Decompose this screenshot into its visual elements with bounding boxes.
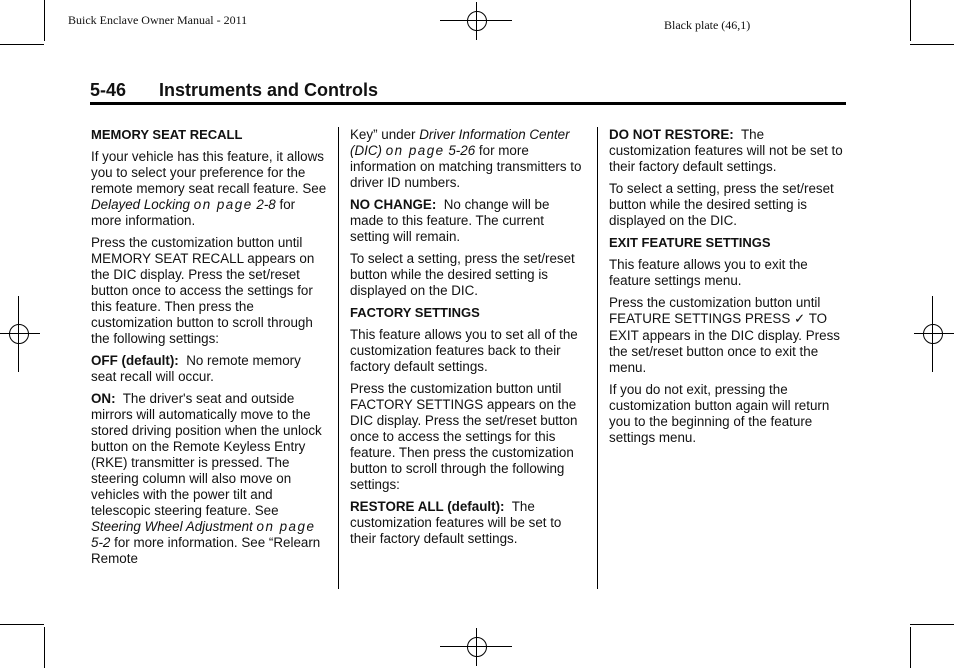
text: for more information.	[91, 197, 296, 228]
paragraph: Press the customization button until MEMORY SEAT RECALL appears on the DIC display. Press the set/reset button once to access the settings for this feature. Then press the customization button to scroll through the following settings:	[91, 235, 315, 346]
column-divider	[338, 127, 339, 589]
setting-label: OFF (default):	[91, 353, 179, 368]
text: The driver's seat and outside mirrors will automatically move to the stored driving position when the unlock button on the Remote Keyless Entry (RKE) transmitter is pressed. The steering column will also move on vehicles with the power tilt and telescopic steering feature. See	[91, 391, 322, 518]
exit-feature-settings-heading: EXIT FEATURE SETTINGS	[609, 235, 771, 250]
paragraph: If you do not exit, pressing the customization button again will return you to the beginning of the feature settings menu.	[609, 382, 830, 445]
crop-mark	[910, 44, 954, 45]
memory-seat-recall-heading: MEMORY SEAT RECALL	[91, 127, 243, 142]
paragraph: To select a setting, press the set/reset button while the desired setting is displayed on the DIC.	[609, 181, 834, 228]
text: If your vehicle has this feature, it allows you to select your preference for the remote memory seat recall feature. See	[91, 149, 327, 196]
crop-mark	[44, 627, 45, 668]
crop-mark	[0, 44, 44, 45]
registration-mark-icon	[6, 321, 32, 347]
on-page-text: on page	[385, 143, 445, 158]
paragraph	[350, 499, 586, 547]
text: The customization features will not be set to their factory default settings.	[609, 127, 843, 174]
text: TO EXIT appears in the DIC display. Press the set/reset button once to exit the menu.	[609, 311, 840, 375]
text: No remote memory seat recall will occur.	[91, 353, 301, 384]
text: Key” under	[350, 127, 416, 142]
paragraph	[609, 127, 845, 175]
crop-mark	[910, 0, 911, 41]
registration-mark-icon	[464, 634, 490, 660]
paragraph: This feature allows you to set all of the customization features back to their factory default settings.	[350, 327, 578, 374]
registration-mark-icon	[920, 321, 946, 347]
on-page-text: on page	[193, 197, 253, 212]
column-1	[91, 127, 327, 573]
cross-reference-link[interactable]: Delayed Locking	[91, 197, 191, 212]
paragraph: Press the customization button until FACTORY SETTINGS appears on the DIC display. Press the set/reset button once to access the settings for this feature. Then press the customization button to scroll through the following settings:	[350, 381, 578, 492]
cross-reference-link[interactable]: Driver Information Center (DIC)	[350, 127, 570, 158]
page-heading	[90, 80, 846, 105]
on-page-text: on page	[256, 519, 316, 534]
paragraph	[350, 197, 586, 245]
text: for more information on matching transmitters to driver ID numbers.	[350, 143, 582, 190]
manual-title: Buick Enclave Owner Manual - 2011	[68, 13, 248, 27]
cross-reference-link[interactable]: Steering Wheel Adjustment	[91, 519, 253, 534]
page-reference[interactable]: 5-26	[448, 143, 476, 158]
setting-label: DO NOT RESTORE:	[609, 127, 734, 142]
paragraph: To select a setting, press the set/reset button while the desired setting is displayed on the DIC.	[350, 251, 575, 298]
column-2	[350, 127, 586, 553]
crop-mark	[0, 624, 44, 625]
column-divider	[597, 127, 598, 589]
text: No change will be made to this feature. The current setting will remain.	[350, 197, 550, 244]
page-number: 5-46	[90, 80, 127, 100]
paragraph	[91, 353, 327, 385]
crop-mark	[44, 0, 45, 41]
column-3	[609, 127, 845, 452]
crop-mark	[910, 627, 911, 668]
setting-label: ON:	[91, 391, 116, 406]
setting-label: NO CHANGE:	[350, 197, 437, 212]
paragraph	[91, 149, 327, 229]
text: for more information. See “Relearn Remote	[91, 535, 321, 566]
paragraph	[350, 127, 586, 191]
plate-label: Black plate (46,1)	[664, 18, 751, 32]
registration-mark-icon	[464, 8, 490, 34]
page-reference[interactable]: 2-8	[256, 197, 276, 212]
text: Press the customization button until FEATURE SETTINGS PRESS	[609, 295, 821, 326]
section-title: Instruments and Controls	[159, 80, 379, 100]
paragraph	[91, 391, 327, 567]
checkmark-icon: ✓	[794, 312, 806, 327]
paragraph	[609, 295, 845, 376]
crop-mark	[910, 624, 954, 625]
factory-settings-heading: FACTORY SETTINGS	[350, 305, 480, 320]
paragraph: This feature allows you to exit the feature settings menu.	[609, 257, 808, 288]
setting-label: RESTORE ALL (default):	[350, 499, 505, 514]
text: The customization features will be set to their factory default settings.	[350, 499, 562, 546]
page-reference[interactable]: 5-2	[91, 535, 111, 550]
